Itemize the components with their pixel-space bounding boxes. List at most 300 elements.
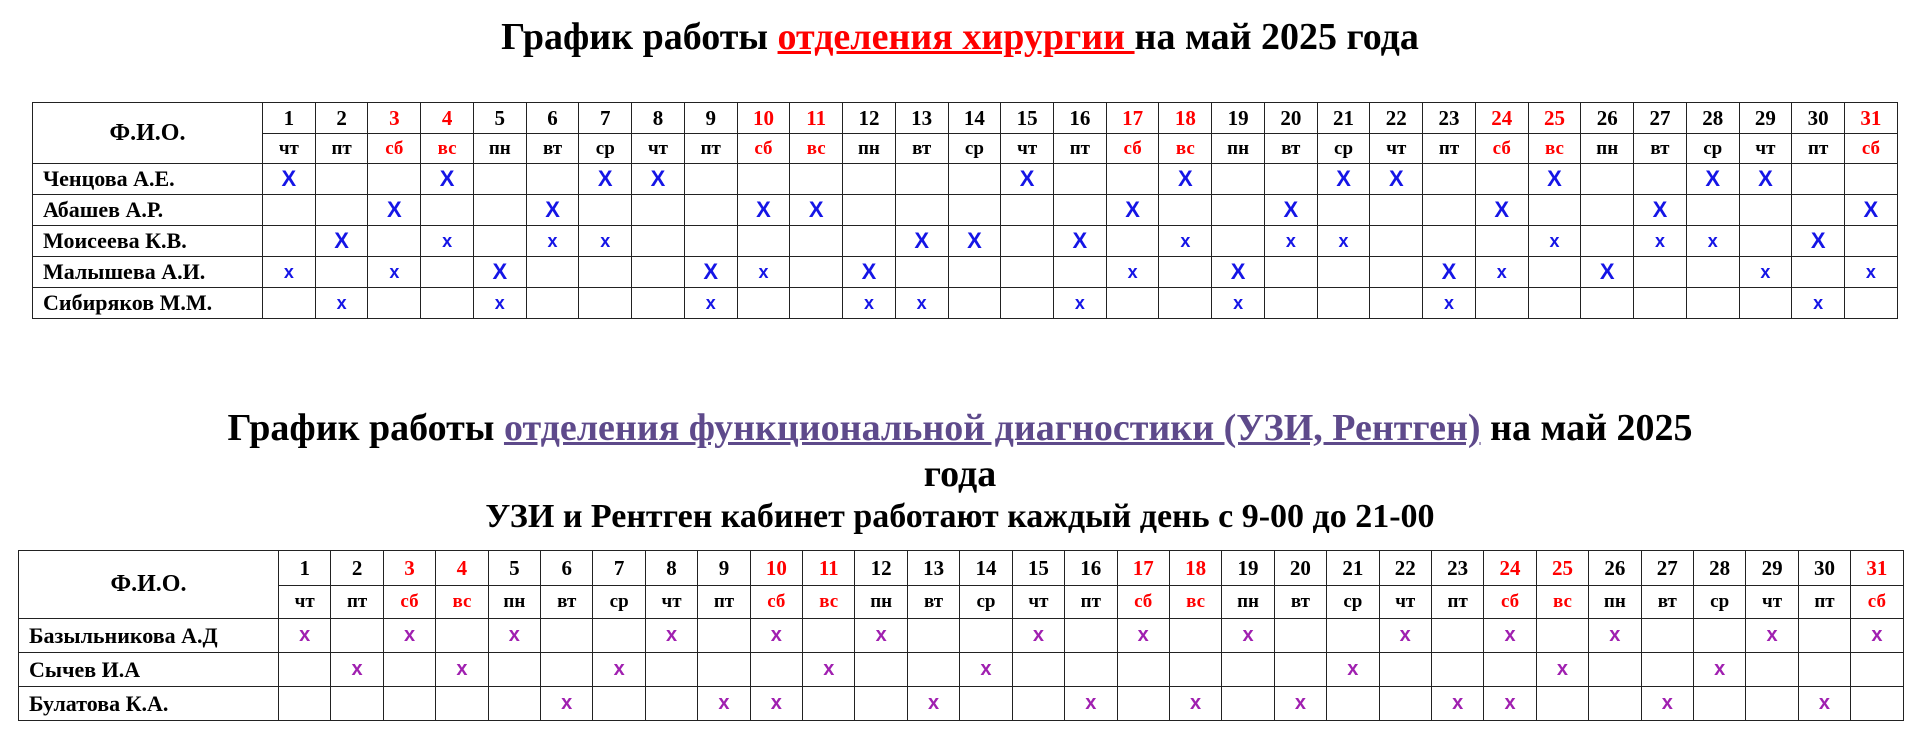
weekday-label: пт <box>698 586 750 619</box>
shift-cell <box>750 619 802 653</box>
shift-cell <box>1169 653 1221 687</box>
header-weekdays-row <box>19 586 1904 619</box>
shift-cell <box>1274 687 1326 721</box>
shift-cell <box>526 257 579 288</box>
shift-cell <box>790 226 843 257</box>
shift-cell <box>1370 288 1423 319</box>
shift-mark: X <box>386 197 402 222</box>
weekday-label: пн <box>1212 134 1265 164</box>
shift-cell <box>383 619 435 653</box>
shift-mark: x <box>718 692 730 714</box>
shift-cell <box>1054 257 1107 288</box>
shift-cell <box>1212 195 1265 226</box>
shift-cell <box>488 687 540 721</box>
weekday-label: ср <box>960 586 1012 619</box>
staff-row <box>19 687 1904 721</box>
shift-cell <box>1212 288 1265 319</box>
weekday-label: пн <box>488 586 540 619</box>
shift-cell <box>1106 195 1159 226</box>
day-number: 6 <box>526 103 579 134</box>
weekday-label: вс <box>421 134 474 164</box>
day-number: 10 <box>750 551 802 586</box>
weekday-label: пт <box>1431 586 1483 619</box>
shift-cell <box>855 619 907 653</box>
weekday-label: пт <box>1792 134 1845 164</box>
shift-cell <box>1222 653 1274 687</box>
shift-cell <box>895 288 948 319</box>
weekday-label: пт <box>315 134 368 164</box>
shift-cell <box>1159 288 1212 319</box>
shift-mark: X <box>1178 166 1193 191</box>
weekday-label: чт <box>1001 134 1054 164</box>
shift-cell <box>698 687 750 721</box>
shift-cell <box>315 164 368 195</box>
weekday-label: сб <box>1851 586 1903 619</box>
shift-cell <box>1212 164 1265 195</box>
shift-cell <box>1792 195 1845 226</box>
day-number: 27 <box>1634 103 1687 134</box>
shift-cell <box>279 687 331 721</box>
shift-cell <box>263 195 316 226</box>
shift-cell <box>421 257 474 288</box>
shift-cell <box>593 653 645 687</box>
shift-cell <box>593 619 645 653</box>
shift-cell <box>1475 288 1528 319</box>
shift-cell <box>1106 164 1159 195</box>
shift-mark: x <box>823 658 835 680</box>
weekday-label: вт <box>895 134 948 164</box>
surgery-title-prefix: График работы <box>501 16 778 58</box>
day-number: 16 <box>1054 103 1107 134</box>
shift-cell <box>843 288 896 319</box>
weekday-label: вт <box>526 134 579 164</box>
diagnostics-section <box>0 405 1920 537</box>
weekday-label: ср <box>1686 134 1739 164</box>
shift-cell <box>1431 653 1483 687</box>
shift-cell <box>843 226 896 257</box>
shift-mark: x <box>1504 692 1516 714</box>
shift-mark: X <box>703 259 719 284</box>
day-number: 30 <box>1792 103 1845 134</box>
shift-mark: X <box>1705 166 1721 191</box>
shift-mark: x <box>389 261 400 282</box>
diagnostics-schedule-table <box>18 550 1904 721</box>
shift-cell <box>1327 653 1379 687</box>
shift-cell <box>263 164 316 195</box>
weekday-label: вс <box>436 586 488 619</box>
shift-mark: x <box>758 261 769 282</box>
weekday-label: пн <box>1589 586 1641 619</box>
weekday-label: вс <box>1528 134 1581 164</box>
surgery-schedule-table <box>32 102 1898 319</box>
day-number: 19 <box>1222 551 1274 586</box>
weekday-label: сб <box>1117 586 1169 619</box>
day-number: 6 <box>541 551 593 586</box>
weekday-label: вс <box>1536 586 1588 619</box>
day-number: 12 <box>855 551 907 586</box>
shift-cell <box>960 687 1012 721</box>
weekday-label: чт <box>1379 586 1431 619</box>
shift-cell <box>541 687 593 721</box>
shift-cell <box>1012 619 1064 653</box>
day-number: 17 <box>1106 103 1159 134</box>
shift-cell <box>1589 653 1641 687</box>
shift-cell <box>1264 288 1317 319</box>
shift-mark: x <box>351 658 363 680</box>
shift-cell <box>1686 257 1739 288</box>
shift-cell <box>1327 687 1379 721</box>
shift-cell <box>1634 164 1687 195</box>
fio-header: Ф.И.О. <box>33 103 263 164</box>
day-number: 16 <box>1065 551 1117 586</box>
shift-cell <box>579 288 632 319</box>
weekday-label: пт <box>684 134 737 164</box>
shift-cell <box>737 195 790 226</box>
shift-mark: X <box>1283 197 1299 222</box>
shift-mark: x <box>1399 624 1411 646</box>
shift-cell <box>436 653 488 687</box>
shift-cell <box>1686 164 1739 195</box>
shift-cell <box>1159 257 1212 288</box>
shift-mark: x <box>494 292 505 313</box>
shift-cell <box>1746 619 1798 653</box>
shift-cell <box>421 195 474 226</box>
shift-cell <box>790 195 843 226</box>
day-number: 24 <box>1475 103 1528 134</box>
weekday-label: вт <box>1264 134 1317 164</box>
shift-cell <box>1001 226 1054 257</box>
shift-cell <box>1798 619 1850 653</box>
shift-cell <box>579 164 632 195</box>
day-number: 4 <box>421 103 474 134</box>
shift-cell <box>948 164 1001 195</box>
shift-cell <box>1106 226 1159 257</box>
shift-mark: x <box>1865 261 1876 282</box>
shift-mark: X <box>1388 166 1404 191</box>
shift-cell <box>843 257 896 288</box>
shift-cell <box>803 619 855 653</box>
shift-cell <box>645 619 697 653</box>
shift-cell <box>1475 164 1528 195</box>
shift-mark: x <box>705 292 716 313</box>
surgery-title-suffix: на май 2025 года <box>1134 16 1419 58</box>
shift-cell <box>895 257 948 288</box>
shift-cell <box>526 288 579 319</box>
shift-cell <box>473 226 526 257</box>
shift-mark: X <box>1494 197 1510 222</box>
day-number: 27 <box>1641 551 1693 586</box>
shift-mark: x <box>1127 261 1138 282</box>
day-number: 2 <box>331 551 383 586</box>
shift-cell <box>1065 687 1117 721</box>
weekday-label: вт <box>907 586 959 619</box>
shift-cell <box>1423 257 1476 288</box>
shift-mark: x <box>916 292 927 313</box>
shift-cell <box>1792 164 1845 195</box>
shift-cell <box>843 164 896 195</box>
shift-cell <box>948 257 1001 288</box>
surgery-title <box>0 14 1920 60</box>
shift-mark: x <box>1707 230 1718 251</box>
day-number: 5 <box>473 103 526 134</box>
shift-cell <box>1528 226 1581 257</box>
shift-cell <box>1792 257 1845 288</box>
shift-cell <box>790 164 843 195</box>
shift-cell <box>1851 653 1903 687</box>
shift-cell <box>632 257 685 288</box>
day-number: 15 <box>1012 551 1064 586</box>
shift-cell <box>1581 195 1634 226</box>
shift-cell <box>948 226 1001 257</box>
shift-cell <box>750 653 802 687</box>
shift-cell <box>1370 164 1423 195</box>
shift-cell <box>1484 687 1536 721</box>
weekday-label: вт <box>1274 586 1326 619</box>
weekday-label: вс <box>803 586 855 619</box>
day-number: 26 <box>1581 103 1634 134</box>
weekday-label: пн <box>855 586 907 619</box>
weekday-label: сб <box>1106 134 1159 164</box>
day-number: 8 <box>632 103 685 134</box>
weekday-label: ср <box>593 586 645 619</box>
staff-row <box>33 257 1898 288</box>
day-number: 11 <box>803 551 855 586</box>
diagnostics-title-dept: отделения функциональной диагностики (УЗИ, Рентген) <box>503 407 1481 449</box>
day-number: 29 <box>1739 103 1792 134</box>
shift-mark: x <box>1085 692 1097 714</box>
shift-cell <box>541 653 593 687</box>
shift-cell <box>1327 619 1379 653</box>
shift-cell <box>1693 619 1745 653</box>
shift-cell <box>1117 653 1169 687</box>
shift-cell <box>1686 226 1739 257</box>
shift-cell <box>1693 653 1745 687</box>
staff-name: Ченцова А.Е. <box>33 164 263 195</box>
shift-cell <box>1431 619 1483 653</box>
weekday-label: ср <box>1317 134 1370 164</box>
shift-cell <box>1845 195 1898 226</box>
shift-cell <box>1274 619 1326 653</box>
weekday-label: чт <box>645 586 697 619</box>
shift-cell <box>1536 653 1588 687</box>
shift-mark: x <box>863 292 874 313</box>
shift-cell <box>1475 257 1528 288</box>
shift-cell <box>1065 653 1117 687</box>
shift-cell <box>1317 257 1370 288</box>
shift-mark: x <box>1714 658 1726 680</box>
staff-name: Сибиряков М.М. <box>33 288 263 319</box>
day-number: 14 <box>948 103 1001 134</box>
shift-cell <box>579 257 632 288</box>
shift-cell <box>421 288 474 319</box>
shift-cell <box>331 619 383 653</box>
shift-cell <box>698 653 750 687</box>
shift-cell <box>1536 619 1588 653</box>
shift-cell <box>1169 619 1221 653</box>
shift-cell <box>1528 164 1581 195</box>
shift-cell <box>1484 653 1536 687</box>
shift-cell <box>1739 257 1792 288</box>
shift-cell <box>1212 257 1265 288</box>
shift-mark: X <box>1441 259 1457 284</box>
day-number: 26 <box>1589 551 1641 586</box>
shift-cell <box>541 619 593 653</box>
day-number: 17 <box>1117 551 1169 586</box>
shift-mark: x <box>1233 292 1244 313</box>
shift-cell <box>698 619 750 653</box>
day-number: 8 <box>645 551 697 586</box>
shift-mark: x <box>1766 624 1778 646</box>
shift-cell <box>1581 226 1634 257</box>
shift-cell <box>1117 619 1169 653</box>
day-number: 10 <box>737 103 790 134</box>
shift-mark: x <box>1813 292 1824 313</box>
day-number: 1 <box>279 551 331 586</box>
shift-cell <box>1106 288 1159 319</box>
shift-cell <box>1845 257 1898 288</box>
weekday-label: сб <box>750 586 802 619</box>
day-number: 12 <box>843 103 896 134</box>
shift-mark: X <box>281 166 297 191</box>
day-number: 25 <box>1536 551 1588 586</box>
shift-mark: x <box>1285 230 1296 251</box>
shift-cell <box>1317 226 1370 257</box>
shift-cell <box>1054 164 1107 195</box>
shift-mark: x <box>1654 230 1665 251</box>
shift-mark: x <box>1661 692 1673 714</box>
shift-mark: x <box>1556 658 1569 680</box>
weekday-label: сб <box>1484 586 1536 619</box>
day-number: 31 <box>1851 551 1903 586</box>
weekday-label: пн <box>843 134 896 164</box>
shift-mark: x <box>1452 692 1464 714</box>
shift-cell <box>1106 257 1159 288</box>
weekday-label: сб <box>1475 134 1528 164</box>
shift-cell <box>1634 195 1687 226</box>
shift-cell <box>1423 164 1476 195</box>
shift-cell <box>645 687 697 721</box>
shift-cell <box>1739 164 1792 195</box>
shift-mark: x <box>508 624 520 646</box>
weekday-label: ср <box>579 134 632 164</box>
shift-cell <box>1798 687 1850 721</box>
shift-cell <box>488 619 540 653</box>
shift-cell <box>632 195 685 226</box>
shift-cell <box>1222 619 1274 653</box>
shift-mark: X <box>1336 166 1351 191</box>
shift-cell <box>1423 288 1476 319</box>
weekday-label: вс <box>790 134 843 164</box>
shift-cell <box>1845 164 1898 195</box>
shift-cell <box>1001 257 1054 288</box>
shift-mark: x <box>1871 624 1883 646</box>
shift-mark: X <box>1652 197 1668 222</box>
day-number: 7 <box>593 551 645 586</box>
surgery-title-dept: отделения хирургии <box>777 16 1135 58</box>
shift-cell <box>368 195 421 226</box>
shift-mark: X <box>756 197 771 222</box>
shift-cell <box>1746 653 1798 687</box>
shift-cell <box>855 687 907 721</box>
staff-row <box>33 226 1898 257</box>
shift-cell <box>331 687 383 721</box>
day-number: 28 <box>1686 103 1739 134</box>
shift-cell <box>1475 226 1528 257</box>
shift-cell <box>526 164 579 195</box>
shift-mark: X <box>1125 197 1140 222</box>
shift-cell <box>1641 687 1693 721</box>
shift-cell <box>315 288 368 319</box>
shift-mark: X <box>1810 228 1826 253</box>
weekday-label: сб <box>1845 134 1898 164</box>
staff-name: Булатова К.А. <box>19 687 279 721</box>
day-number: 24 <box>1484 551 1536 586</box>
shift-cell <box>1581 288 1634 319</box>
shift-cell <box>948 195 1001 226</box>
weekday-label: вт <box>1634 134 1687 164</box>
shift-mark: x <box>1504 624 1516 646</box>
shift-cell <box>960 619 1012 653</box>
staff-name: Абашев А.Р. <box>33 195 263 226</box>
shift-cell <box>1117 687 1169 721</box>
shift-cell <box>895 226 948 257</box>
shift-cell <box>1379 619 1431 653</box>
day-number: 23 <box>1431 551 1483 586</box>
shift-cell <box>907 653 959 687</box>
shift-cell <box>1169 687 1221 721</box>
fio-header: Ф.И.О. <box>19 551 279 619</box>
weekday-label: вс <box>1159 134 1212 164</box>
shift-cell <box>579 195 632 226</box>
shift-cell <box>632 226 685 257</box>
shift-mark: x <box>283 261 294 282</box>
day-number: 25 <box>1528 103 1581 134</box>
shift-cell <box>1634 226 1687 257</box>
header-days-row <box>19 551 1904 586</box>
day-number: 30 <box>1798 551 1850 586</box>
shift-mark: x <box>1549 230 1560 251</box>
staff-name: Малышева А.И. <box>33 257 263 288</box>
shift-cell <box>1264 226 1317 257</box>
shift-cell <box>1001 164 1054 195</box>
shift-cell <box>1536 687 1588 721</box>
shift-cell <box>1001 195 1054 226</box>
shift-mark: x <box>770 624 782 646</box>
shift-cell <box>279 653 331 687</box>
shift-cell <box>843 195 896 226</box>
shift-mark: X <box>1230 259 1246 284</box>
shift-cell <box>436 619 488 653</box>
shift-cell <box>790 288 843 319</box>
weekday-label: вт <box>541 586 593 619</box>
shift-cell <box>737 257 790 288</box>
shift-cell <box>1274 653 1326 687</box>
shift-cell <box>315 195 368 226</box>
shift-cell <box>473 257 526 288</box>
shift-cell <box>315 257 368 288</box>
shift-mark: x <box>928 692 940 714</box>
shift-mark: x <box>336 292 347 313</box>
shift-cell <box>1264 257 1317 288</box>
shift-cell <box>1641 619 1693 653</box>
weekday-label: вс <box>1169 586 1221 619</box>
shift-mark: x <box>1032 624 1044 646</box>
shift-mark: x <box>403 624 416 646</box>
shift-cell <box>737 226 790 257</box>
shift-mark: x <box>299 624 311 646</box>
day-number: 22 <box>1370 103 1423 134</box>
shift-cell <box>368 164 421 195</box>
